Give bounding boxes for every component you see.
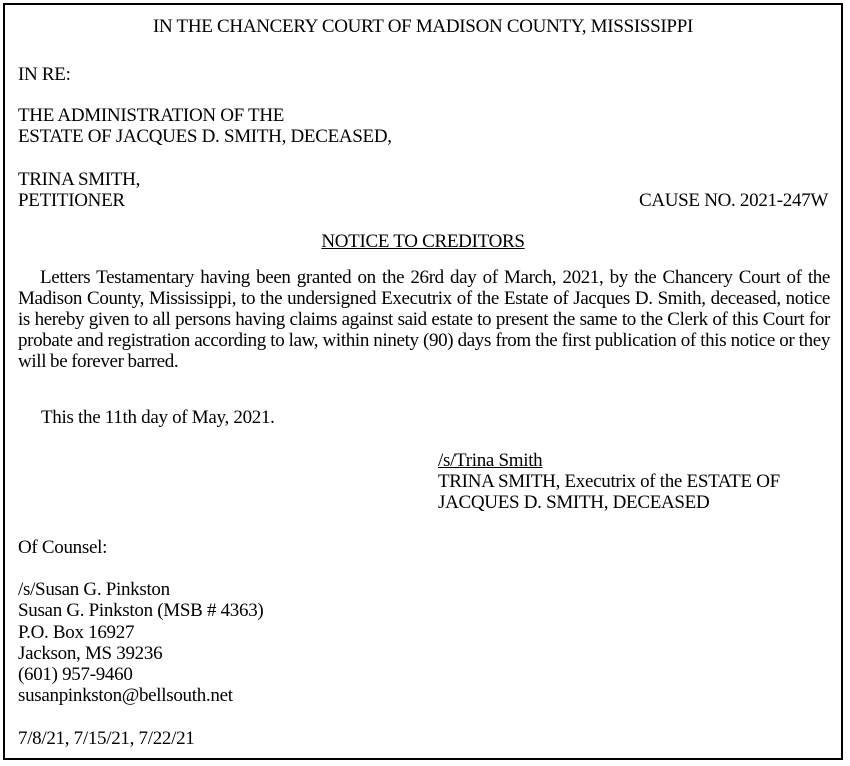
- counsel-email: susanpinkston@bellsouth.net: [18, 685, 233, 706]
- counsel-signature: /s/Susan G. Pinkston: [18, 579, 170, 600]
- executrix-signature: /s/Trina Smith: [438, 450, 543, 471]
- party-line-1: TRINA SMITH,: [18, 169, 141, 190]
- counsel-city: Jackson, MS 39236: [18, 643, 163, 664]
- in-re-label: IN RE:: [18, 64, 71, 85]
- cause-number: CAUSE NO. 2021-247W: [638, 190, 828, 211]
- publication-dates: 7/8/21, 7/15/21, 7/22/21: [18, 728, 195, 749]
- counsel-phone: (601) 957-9460: [18, 664, 133, 685]
- matter-line-1: THE ADMINISTRATION OF THE: [18, 105, 285, 126]
- matter-line-2: ESTATE OF JACQUES D. SMITH, DECEASED,: [18, 126, 392, 147]
- notice-title: NOTICE TO CREDITORS: [321, 231, 525, 252]
- executrix-title-line-2: JACQUES D. SMITH, DECEASED: [438, 492, 710, 513]
- counsel-name: Susan G. Pinkston (MSB # 4363): [18, 600, 264, 621]
- of-counsel-heading: Of Counsel:: [18, 537, 108, 558]
- court-header: IN THE CHANCERY COURT OF MADISON COUNTY, MISSISSIPPI: [153, 16, 693, 37]
- executrix-title-line-1: TRINA SMITH, Executrix of the ESTATE OF: [438, 471, 780, 492]
- party-line-2: PETITIONER: [18, 190, 125, 211]
- notice-body: [18, 267, 830, 372]
- dated-line: This the 11th day of May, 2021.: [41, 407, 275, 428]
- notice-body-text: Letters Testamentary having been granted on the 26rd day of March, 2021, by the Chancery Court of the Madison County, Mississippi, to the undersigned Executrix of the Estate of Jacques D. Smith, deceased, notice is hereby given to all persons having claims against said estate to present the same to the Clerk of this Court for probate and registration according to law, within ninety (90) days from the first publication of this notice or they will be forever barred.: [18, 267, 830, 372]
- counsel-po-box: P.O. Box 16927: [18, 622, 135, 643]
